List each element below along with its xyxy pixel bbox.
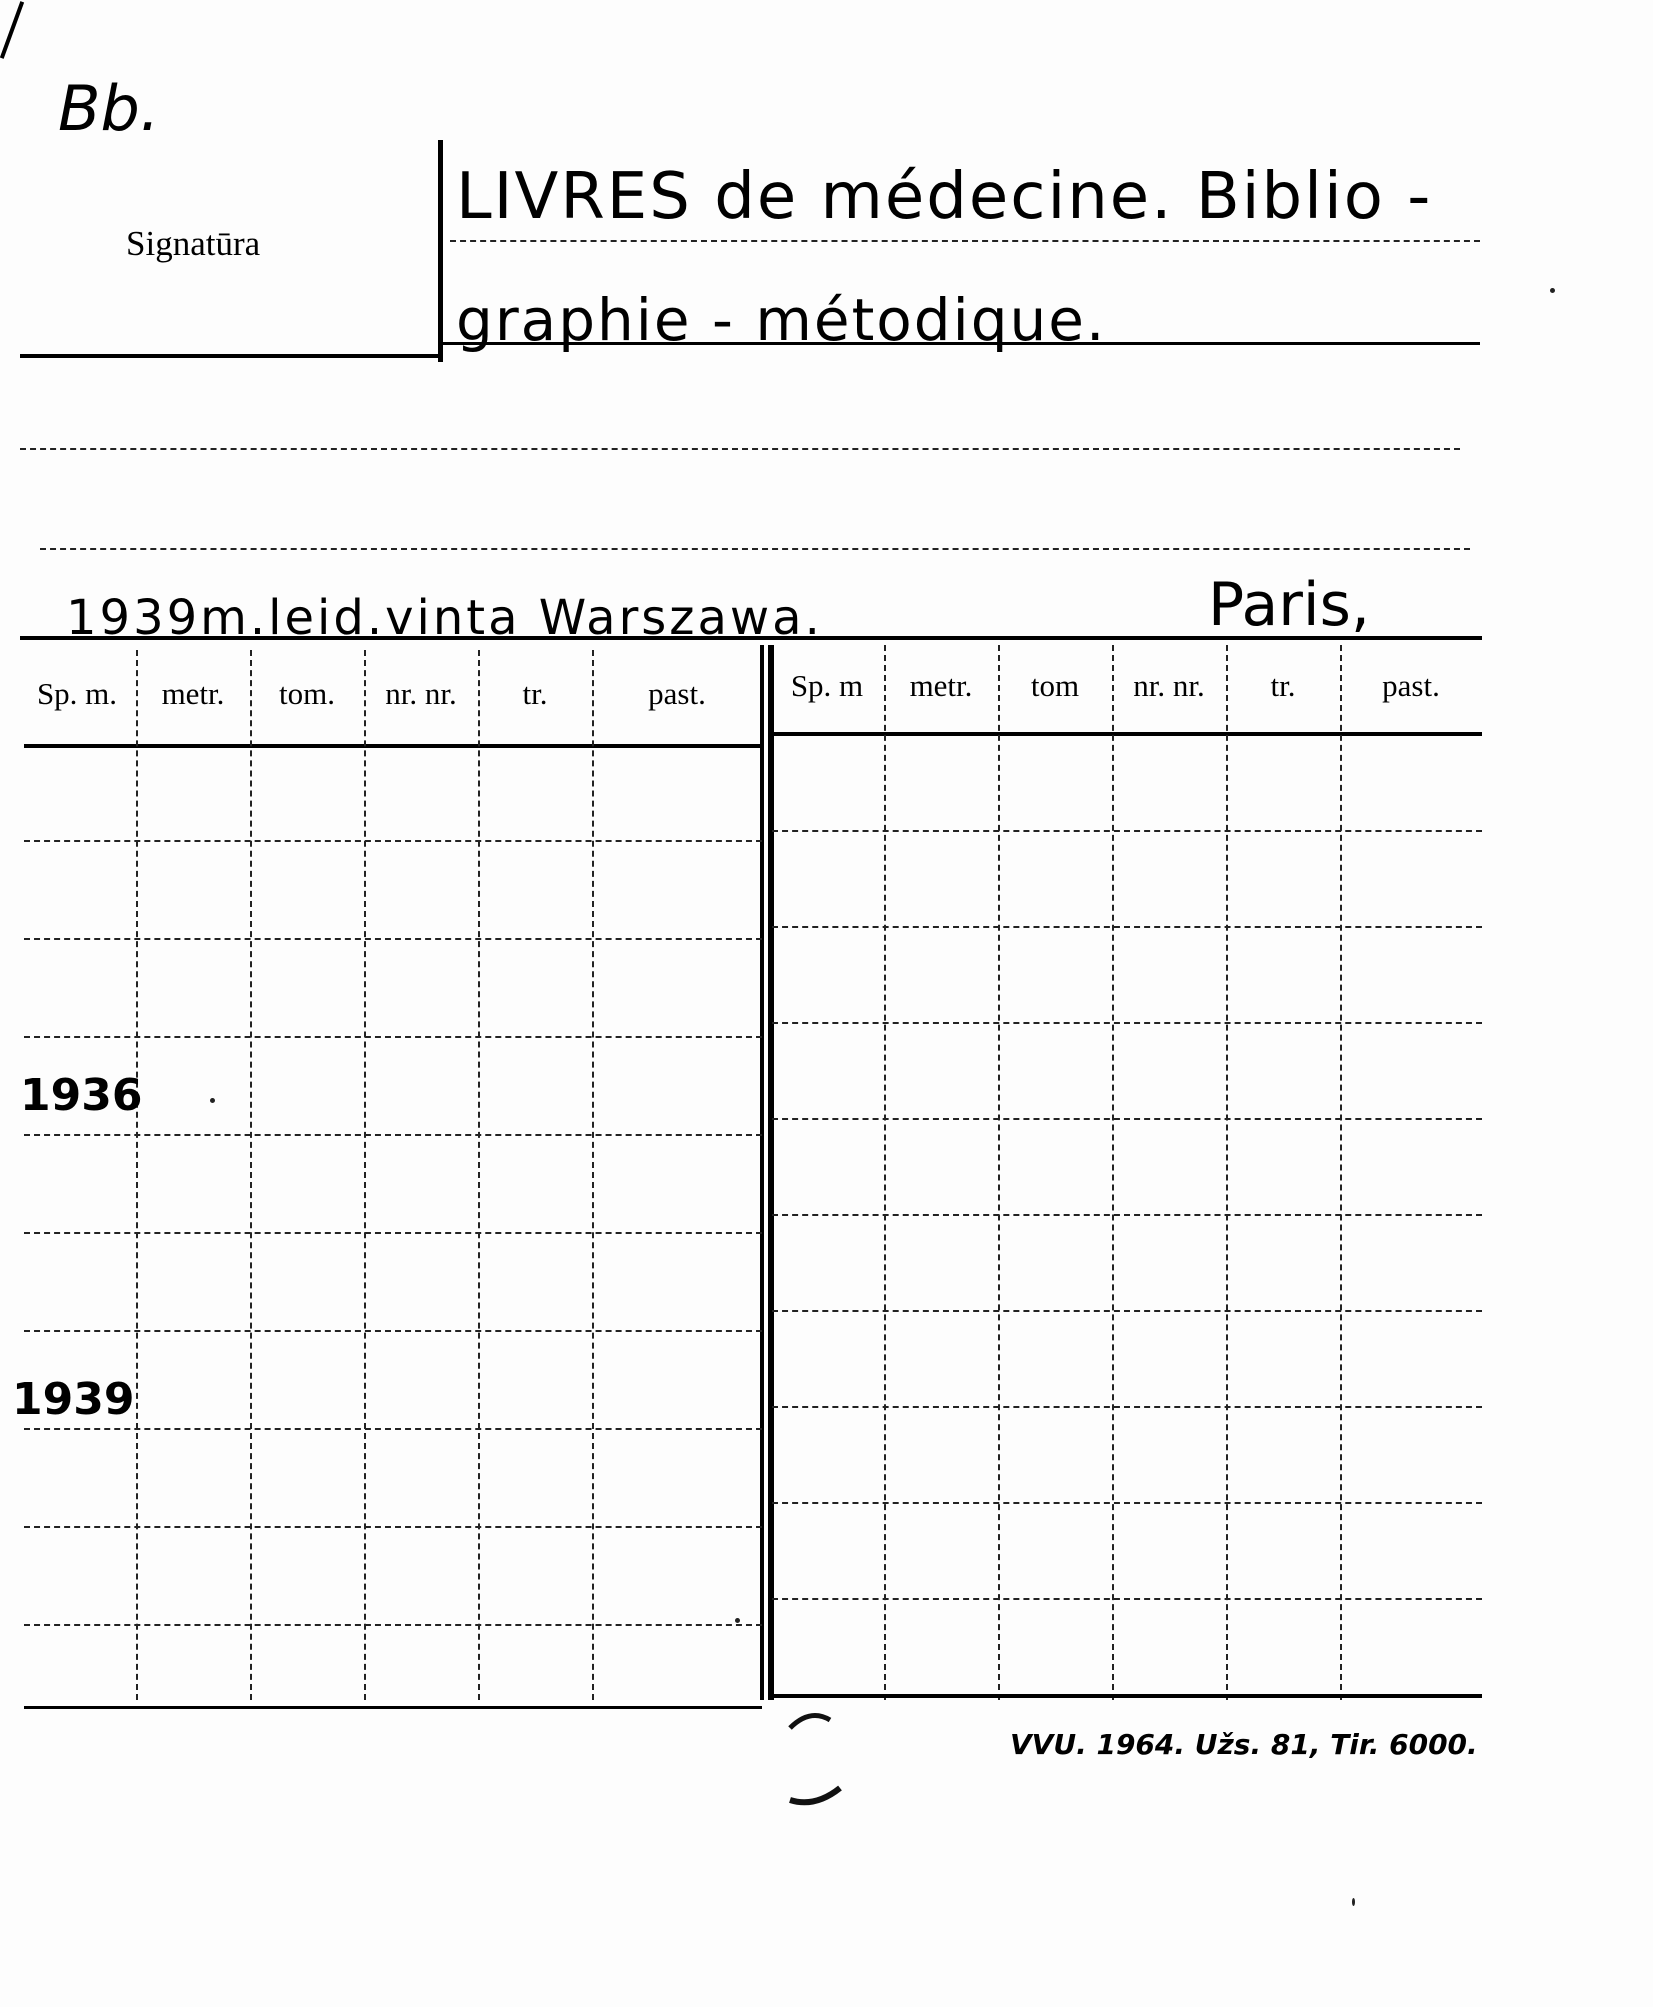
col-tom-left: tom. bbox=[279, 676, 335, 711]
col-divider bbox=[998, 645, 1000, 1700]
scan-speck bbox=[1550, 288, 1555, 293]
row-line bbox=[24, 840, 762, 842]
title-line-1: LIVRES de médecine. Biblio - bbox=[456, 160, 1433, 234]
table-bottom-right bbox=[772, 1694, 1482, 1698]
scan-speck bbox=[1352, 1898, 1355, 1906]
row-line bbox=[24, 1232, 762, 1234]
title-underline-2 bbox=[440, 342, 1480, 345]
blank-line-1 bbox=[20, 448, 1460, 450]
row-line bbox=[24, 1428, 762, 1430]
title-line-2: graphie - métodique. bbox=[456, 286, 1107, 354]
printer-note: VVU. 1964. Užs. 81, Tir. 6000. bbox=[1010, 1728, 1478, 1761]
col-sp-m-left: Sp. m. bbox=[36, 676, 118, 711]
col-divider bbox=[1112, 645, 1114, 1700]
row-line bbox=[772, 1406, 1482, 1408]
row-year-1936: 1936 bbox=[20, 1070, 143, 1121]
blank-line-2 bbox=[40, 548, 1470, 550]
col-past-left: past. bbox=[648, 676, 706, 711]
col-sp-m-right: Sp. m bbox=[790, 668, 864, 703]
col-divider bbox=[592, 650, 594, 1700]
row-line bbox=[24, 1330, 762, 1332]
title-underline-1 bbox=[450, 240, 1480, 242]
col-metr-right: metr. bbox=[909, 668, 973, 703]
scan-speck bbox=[735, 1618, 740, 1623]
col-divider bbox=[478, 650, 480, 1700]
row-line bbox=[24, 938, 762, 940]
header-bottom-right bbox=[770, 732, 1482, 736]
header-bottom-left bbox=[24, 744, 762, 748]
scan-mark bbox=[780, 1708, 860, 1818]
col-tr-left: tr. bbox=[522, 676, 548, 711]
col-divider bbox=[364, 650, 366, 1700]
signature-label: Signatūra bbox=[126, 224, 261, 263]
shelf-mark: Bb. bbox=[58, 72, 160, 145]
col-divider bbox=[1226, 645, 1228, 1700]
col-divider bbox=[1340, 645, 1342, 1700]
holdings-left: 1939m.leid.vinta Warszawa. bbox=[66, 590, 823, 646]
scan-speck bbox=[210, 1098, 215, 1103]
row-line bbox=[772, 926, 1482, 928]
signature-divider bbox=[438, 140, 443, 362]
col-tr-right: tr. bbox=[1270, 668, 1296, 703]
row-line bbox=[24, 1134, 762, 1136]
col-nr-left: nr. nr. bbox=[385, 676, 457, 711]
col-divider bbox=[250, 650, 252, 1700]
row-line bbox=[772, 830, 1482, 832]
col-divider bbox=[884, 645, 886, 1700]
col-tom-right: tom bbox=[1030, 668, 1080, 703]
scan-mark bbox=[0, 1, 24, 59]
row-year-1939: 1939 bbox=[12, 1374, 135, 1425]
row-line bbox=[24, 1526, 762, 1528]
col-divider bbox=[136, 650, 138, 1700]
table-top-line bbox=[20, 636, 1482, 640]
row-line bbox=[24, 1624, 762, 1626]
signature-baseline bbox=[20, 354, 440, 358]
row-line bbox=[772, 1022, 1482, 1024]
col-nr-right: nr. nr. bbox=[1133, 668, 1205, 703]
col-metr-left: metr. bbox=[161, 676, 225, 711]
table-bottom-left bbox=[24, 1706, 762, 1709]
col-past-right: past. bbox=[1382, 668, 1440, 703]
row-line bbox=[772, 1502, 1482, 1504]
center-double-divider bbox=[760, 645, 764, 1700]
row-line bbox=[772, 1310, 1482, 1312]
row-line bbox=[772, 1118, 1482, 1120]
row-line bbox=[772, 1214, 1482, 1216]
row-line bbox=[772, 1598, 1482, 1600]
holdings-right: Paris, bbox=[1208, 570, 1370, 640]
row-line bbox=[24, 1036, 762, 1038]
center-double-divider bbox=[768, 645, 774, 1700]
